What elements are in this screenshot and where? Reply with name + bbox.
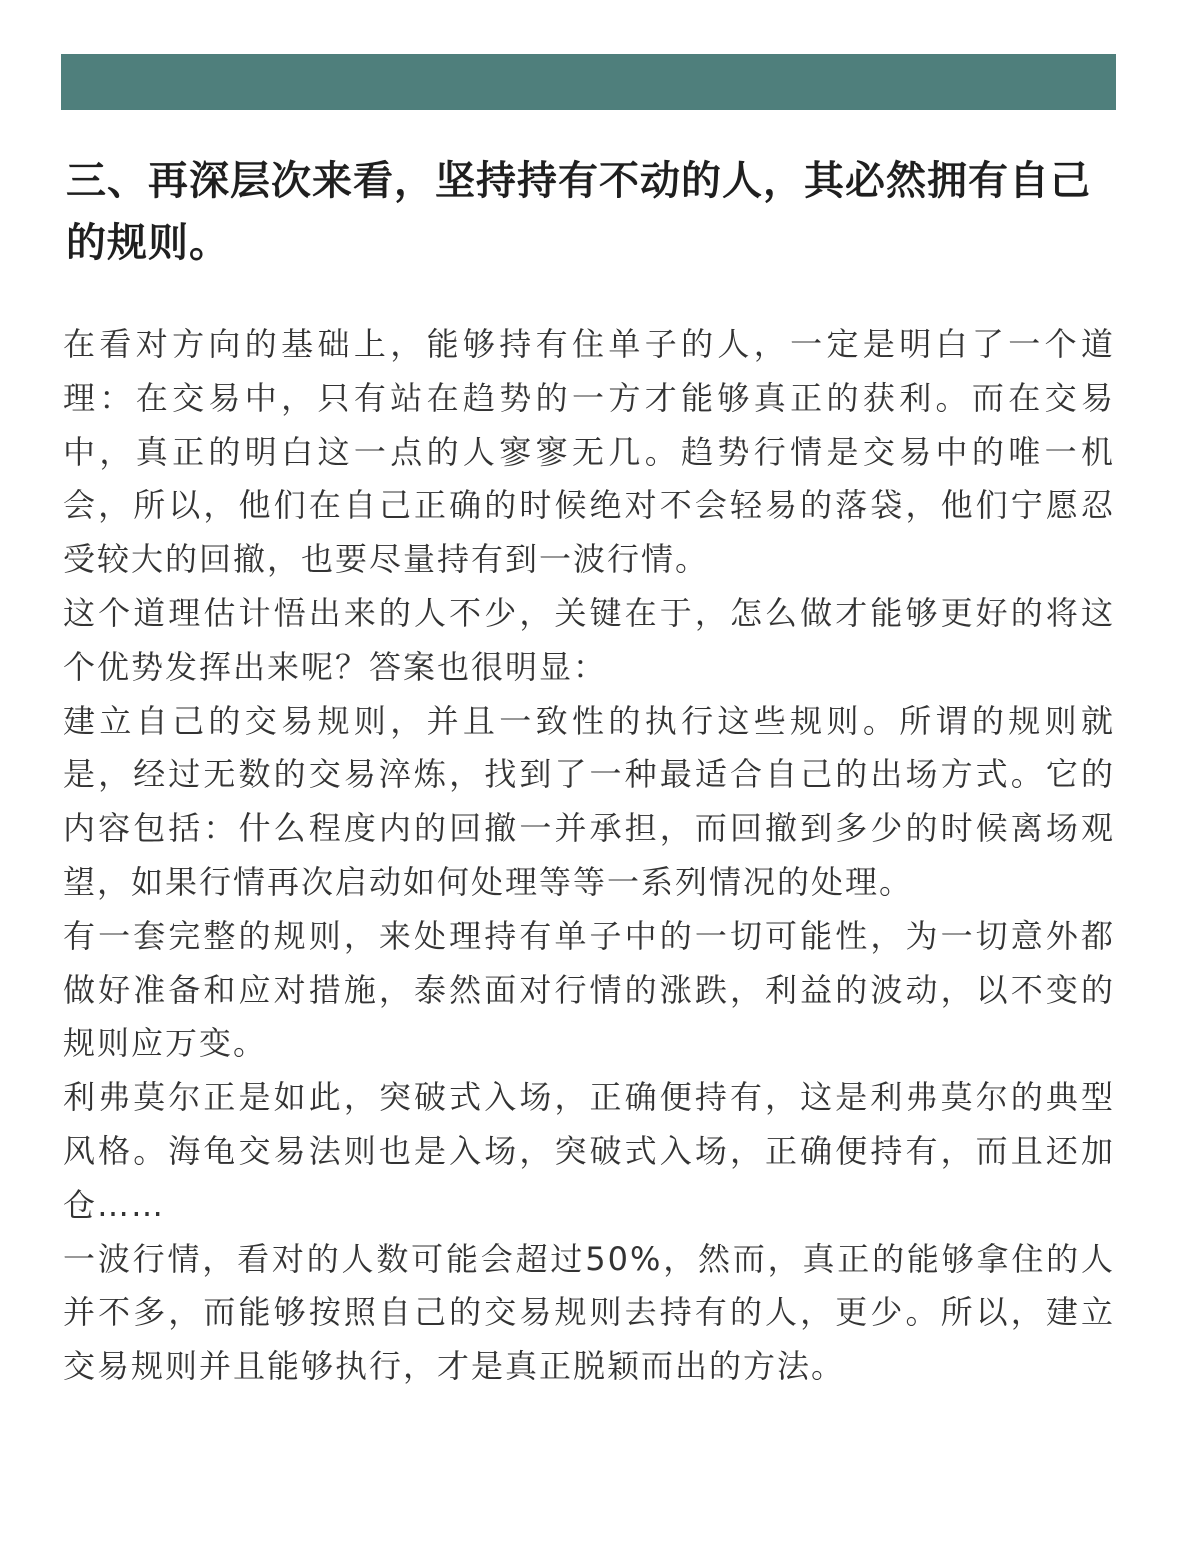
paragraph-3: 建立自己的交易规则，并且一致性的执行这些规则。所谓的规则就是，经过无数的交易淬炼，找到了一种最适合自己的出场方式。它的内容包括：什么程度内的回撤一并承担，而回撤到多少的时候离场观望，如果行情再次启动如何处理等等一系列情况的处理。 (63, 701, 1115, 901)
paragraph-6: 一波行情，看对的人数可能会超过50%，然而，真正的能够拿住的人并不多，而能够按照自己的交易规则去持有的人，更少。所以，建立交易规则并且能够执行，才是真正脱颖而出的方法。 (63, 1239, 1115, 1386)
paragraph-4: 有一套完整的规则，来处理持有单子中的一切可能性，为一切意外都做好准备和应对措施，泰然面对行情的涨跌，利益的波动，以不变的规则应万变。 (63, 916, 1115, 1063)
header-banner (61, 54, 1116, 110)
paragraph-5: 利弗莫尔正是如此，突破式入场，正确便持有，这是利弗莫尔的典型风格。海龟交易法则也是入场，突破式入场，正确便持有，而且还加仓…… (63, 1078, 1115, 1224)
article-title: 三、再深层次来看，坚持持有不动的人，其必然拥有自己的规则。 (66, 158, 1091, 266)
paragraph-2: 这个道理估计悟出来的人不少，关键在于，怎么做才能够更好的将这个优势发挥出来呢？答案也很明显： (63, 593, 1115, 686)
paragraph-1: 在看对方向的基础上，能够持有住单子的人，一定是明白了一个道理：在交易中，只有站在趋势的一方才能够真正的获利。而在交易中，真正的明白这一点的人寥寥无几。趋势行情是交易中的唯一机会，所以，他们在自己正确的时候绝对不会轻易的落袋，他们宁愿忍受较大的回撤，也要尽量持有到一波行情。 (63, 325, 1115, 579)
article-body (63, 318, 1115, 1394)
